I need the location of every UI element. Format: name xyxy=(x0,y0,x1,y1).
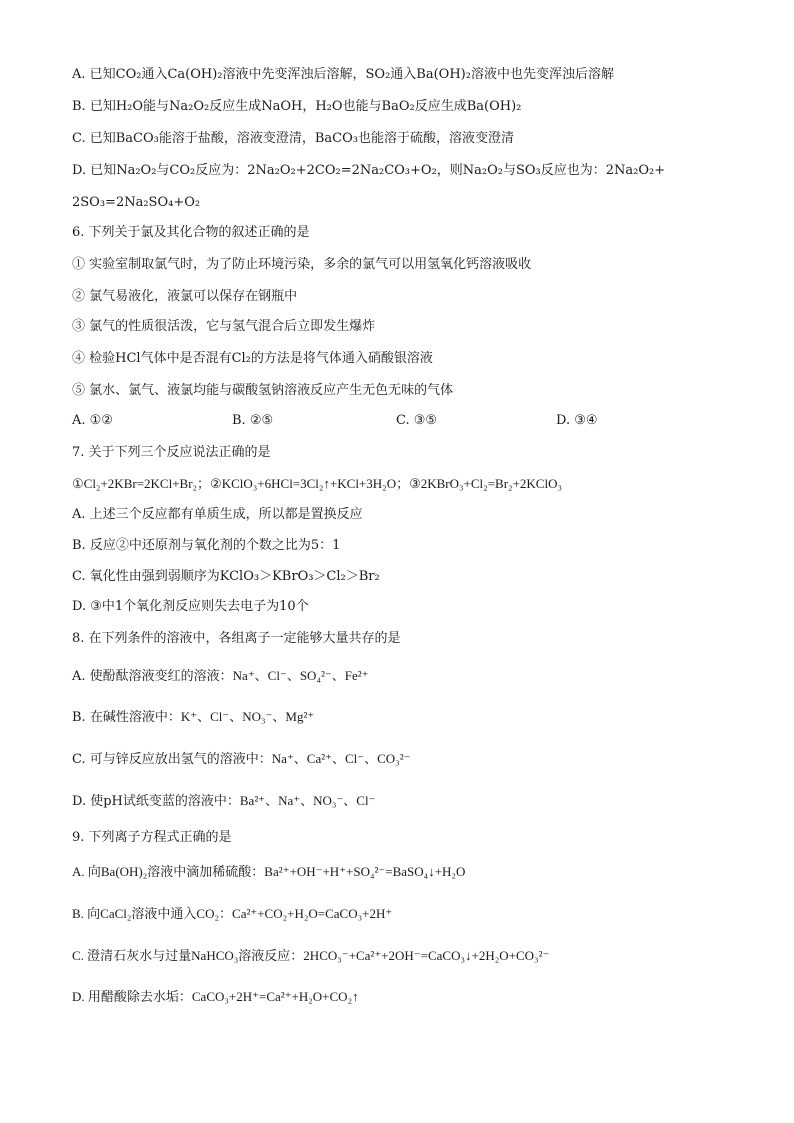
q6-stem: 6. 下列关于氯及其化合物的叙述正确的是 xyxy=(72,225,310,240)
q6-option-d: D. ③④ xyxy=(556,413,598,428)
q7-option-d: D. ③中1个氧化剂反应则失去电子为10个 xyxy=(72,599,309,614)
q8-option-b-ions: K⁺、Cl⁻、NO₃⁻、Mg²⁺ xyxy=(180,709,315,724)
q6-statement-3: ③ 氯气的性质很活泼，它与氢气混合后立即发生爆炸 xyxy=(72,319,376,334)
q8-option-a xyxy=(72,667,369,686)
q9-option-a: A. 向Ba(OH)₂溶液中滴加稀硫酸：Ba²⁺+OH⁻+H⁺+SO₄²⁻=BaSO₄↓+H₂O xyxy=(72,864,466,879)
q5-option-d: D. 已知Na₂O₂与CO₂反应为：2Na₂O₂+2CO₂=2Na₂CO₃+O₂，则Na₂O₂与SO₃反应也为：2Na₂O₂+ xyxy=(72,163,666,178)
q9-option-c: C. 澄清石灰水与过量NaHCO₃溶液反应：2HCO₃⁻+Ca²⁺+2OH⁻=CaCO₃↓+2H₂O+CO₃²⁻ xyxy=(72,948,550,963)
q6-statement-1: ① 实验室制取氯气时，为了防止环境污染，多余的氯气可以用氢氧化钙溶液吸收 xyxy=(72,257,532,272)
q6-option-a: A. ①② xyxy=(72,413,113,428)
q6-option-c: C. ③⑤ xyxy=(396,413,438,428)
q5-option-c: C. 已知BaCO₃能溶于盐酸，溶液变澄清，BaCO₃也能溶于硫酸，溶液变澄清 xyxy=(72,131,514,146)
q8-stem: 8. 在下列条件的溶液中，各组离子一定能够大量共存的是 xyxy=(72,631,401,646)
q8-option-d-ions: Ba²⁺、Na⁺、NO₃⁻、Cl⁻ xyxy=(239,793,376,808)
q6-statement-5: ⑤ 氯水、氯气、液氯均能与碳酸氢钠溶液反应产生无色无味的气体 xyxy=(72,383,454,398)
q8-option-b-text: B. 在碱性溶液中： xyxy=(72,710,181,725)
q8-option-c-text: C. 可与锌反应放出氢气的溶液中： xyxy=(72,752,272,767)
q6-statement-2: ② 氯气易液化，液氯可以保存在钢瓶中 xyxy=(72,289,298,304)
q8-option-b xyxy=(72,708,314,727)
q5-option-b: B. 已知H₂O能与Na₂O₂反应生成NaOH，H₂O也能与BaO₂反应生成Ba(OH)₂ xyxy=(72,99,522,114)
q9-stem: 9. 下列离子方程式正确的是 xyxy=(72,830,232,845)
q6-option-b: B. ②⑤ xyxy=(232,413,274,428)
q7-option-a: A. 上述三个反应都有单质生成，所以都是置换反应 xyxy=(72,507,363,522)
q9-option-b: B. 向CaCl₂溶液中通入CO₂：Ca²⁺+CO₂+H₂O=CaCO₃+2H⁺ xyxy=(72,906,393,921)
q7-option-b: B. 反应②中还原剂与氧化剂的个数之比为5：1 xyxy=(72,538,341,553)
q5-option-d-cont: 2SO₃=2Na₂SO₄+O₂ xyxy=(72,195,201,210)
q8-option-a-ions: Na⁺、Cl⁻、SO₄²⁻、Fe²⁺ xyxy=(232,668,369,683)
q8-option-a-text: A. 使酚酞溶液变红的溶液： xyxy=(72,669,233,684)
q6-statement-4: ④ 检验HCl气体中是否混有Cl₂的方法是将气体通入硝酸银溶液 xyxy=(72,351,433,366)
q9-option-d: D. 用醋酸除去水垢：CaCO₃+2H⁺=Ca²⁺+H₂O+CO₂↑ xyxy=(72,989,359,1004)
q7-stem: 7. 关于下列三个反应说法正确的是 xyxy=(72,445,271,460)
q5-option-a: A. 已知CO₂通入Ca(OH)₂溶液中先变浑浊后溶解，SO₂通入Ba(OH)₂溶液中也先变浑浊后溶解 xyxy=(72,67,614,82)
q8-option-d xyxy=(72,792,375,811)
q7-option-c: C. 氧化性由强到弱顺序为KClO₃＞KBrO₃＞Cl₂＞Br₂ xyxy=(72,569,380,584)
q8-option-c-ions: Na⁺、Ca²⁺、Cl⁻、CO₃²⁻ xyxy=(271,751,411,766)
q7-equations: ①Cl₂+2KBr=2KCl+Br₂；②KClO₃+6HCl=3Cl₂↑+KCl+3H₂O；③2KBrO₃+Cl₂=Br₂+2KClO₃ xyxy=(72,476,562,491)
q8-option-d-text: D. 使pH试纸变蓝的溶液中： xyxy=(72,794,240,809)
q8-option-c xyxy=(72,750,410,769)
